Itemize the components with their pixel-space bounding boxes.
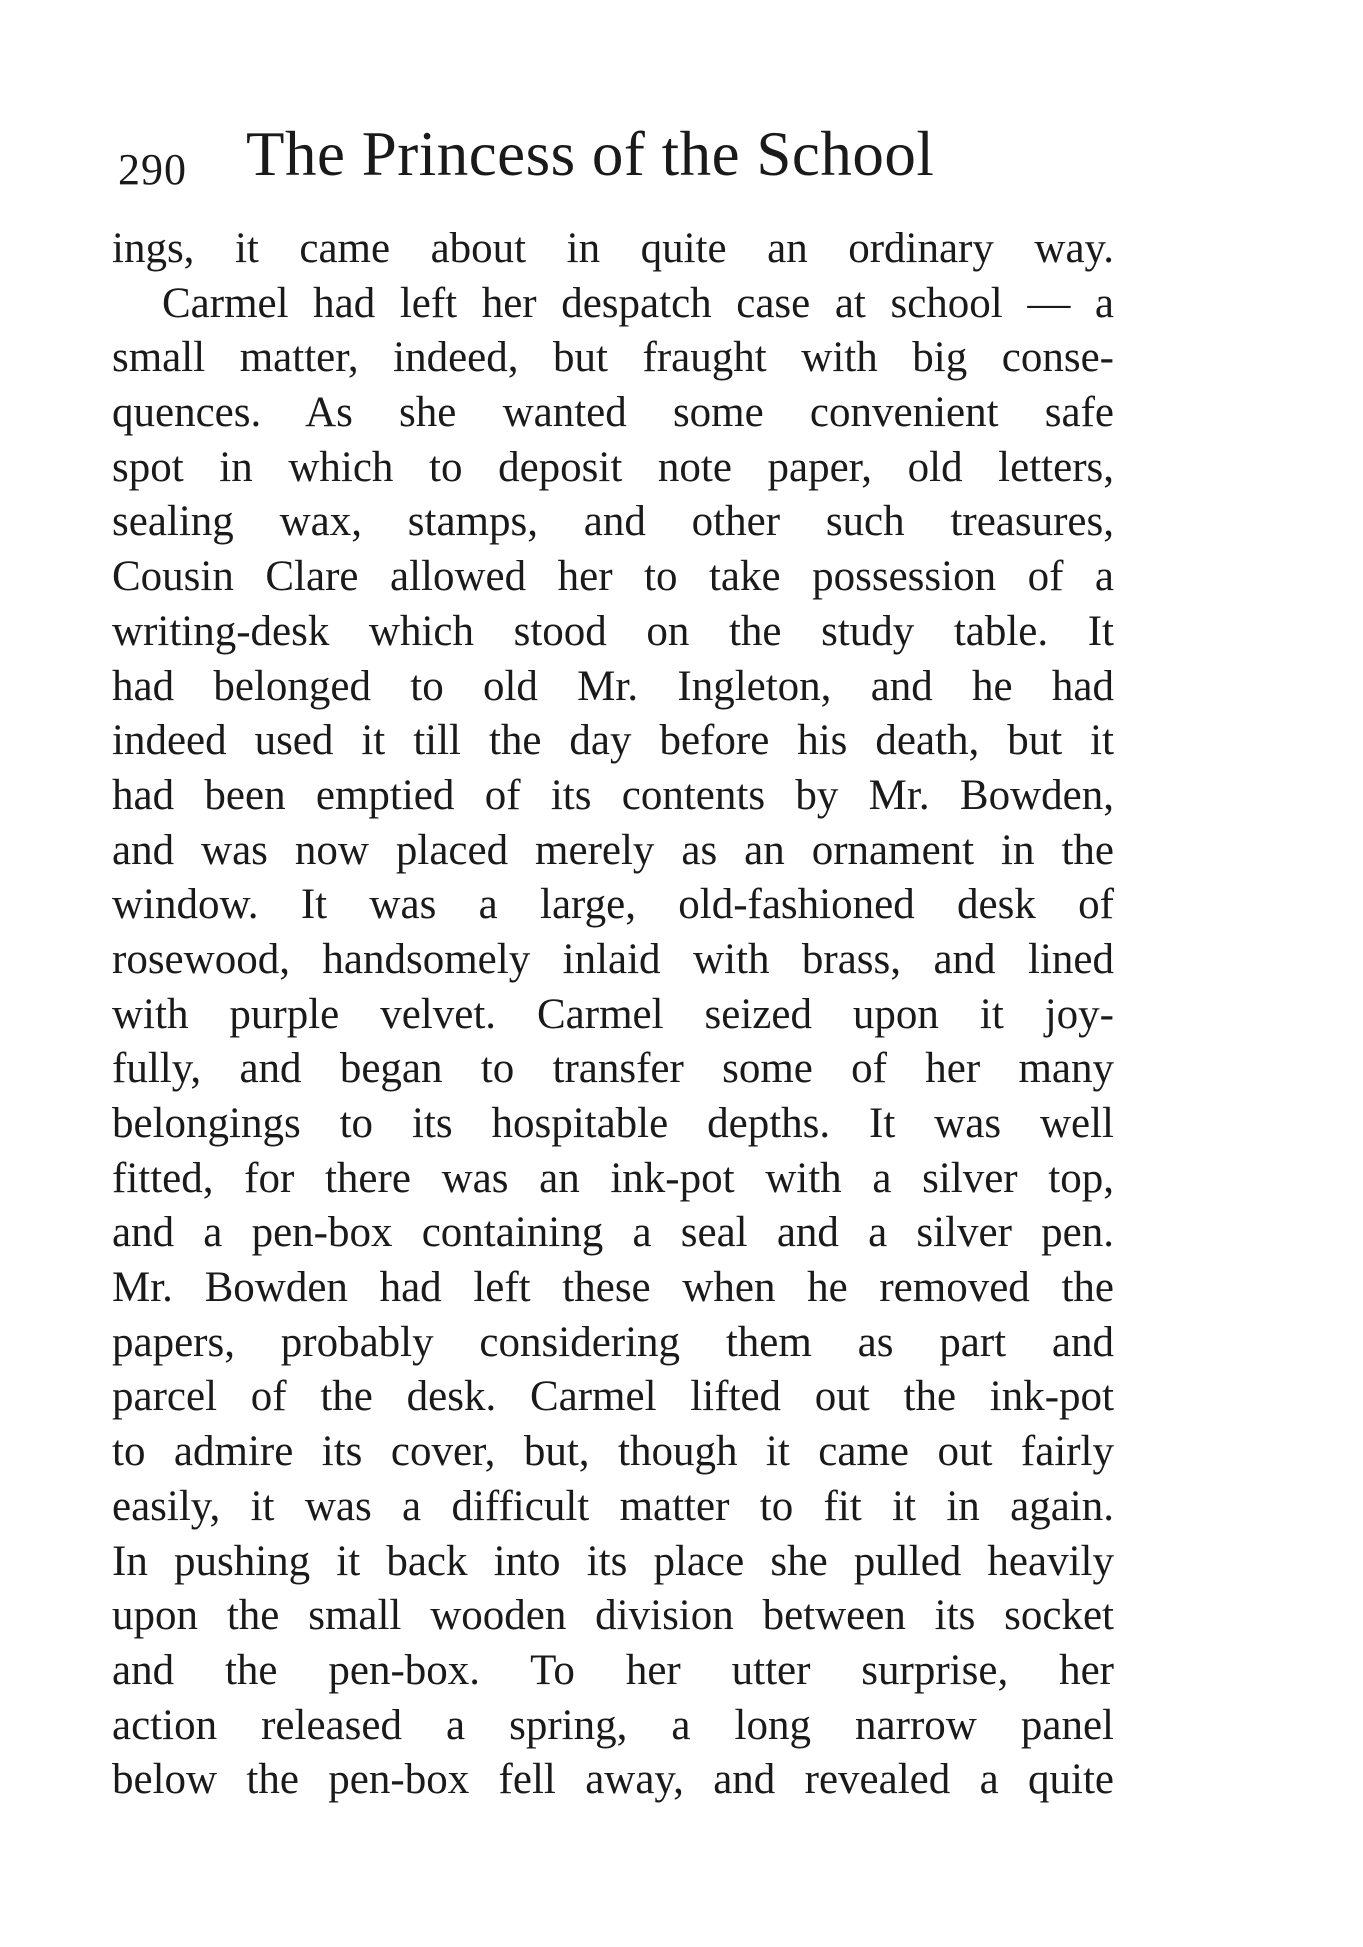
text-line: writing-desk which stood on the study table. It — [112, 607, 1114, 655]
text-line: Carmel had left her despatch case at school — a — [162, 279, 1114, 327]
text-line: spot in which to deposit note paper, old letters, — [112, 443, 1114, 491]
text-line: window. It was a large, old-fashioned desk of — [112, 881, 1114, 929]
text-line: papers, probably considering them as part and — [112, 1318, 1114, 1366]
text-line: easily, it was a difficult matter to fit it in again. — [112, 1482, 1114, 1530]
text-line: and was now placed merely as an ornament in the — [112, 826, 1114, 874]
page-number: 290 — [118, 145, 187, 194]
running-title: The Princess of the School — [246, 119, 935, 189]
text-line: had been emptied of its contents by Mr. Bowden, — [112, 771, 1114, 819]
text-line: indeed used it till the day before his death, but it — [112, 717, 1114, 765]
text-line: quences. As she wanted some convenient safe — [112, 389, 1114, 437]
text-line: small matter, indeed, but fraught with big conse- — [112, 334, 1114, 382]
text-line: belongings to its hospitable depths. It was well — [112, 1100, 1114, 1147]
text-line: and a pen-box containing a seal and a silver pen. — [112, 1209, 1114, 1257]
page-header — [118, 118, 1118, 208]
text-line: Cousin Clare allowed her to take possession of a — [112, 553, 1114, 601]
text-line: upon the small wooden division between its socket — [112, 1592, 1114, 1640]
text-line: action released a spring, a long narrow panel — [112, 1701, 1114, 1749]
text-line: ings, it came about in quite an ordinary way. — [112, 225, 1114, 272]
text-line: with purple velvet. Carmel seized upon it joy- — [112, 990, 1114, 1038]
text-line: Mr. Bowden had left these when he removed the — [112, 1264, 1114, 1312]
text-line: rosewood, handsomely inlaid with brass, and lined — [112, 935, 1114, 983]
text-line: sealing wax, stamps, and other such treasures, — [112, 498, 1114, 546]
text-line: parcel of the desk. Carmel lifted out the ink-pot — [112, 1373, 1114, 1421]
text-line: had belonged to old Mr. Ingleton, and he had — [112, 662, 1114, 710]
text-line: In pushing it back into its place she pulled heavily — [112, 1537, 1114, 1585]
text-line: fitted, for there was an ink-pot with a silver top, — [112, 1154, 1114, 1202]
text-line: below the pen-box fell away, and revealed a quite — [112, 1756, 1114, 1804]
text-line: and the pen-box. To her utter surprise, her — [112, 1646, 1114, 1694]
text-line: fully, and began to transfer some of her many — [112, 1045, 1114, 1093]
text-line: to admire its cover, but, though it came out fairly — [112, 1428, 1114, 1476]
body-text — [112, 222, 1114, 1808]
